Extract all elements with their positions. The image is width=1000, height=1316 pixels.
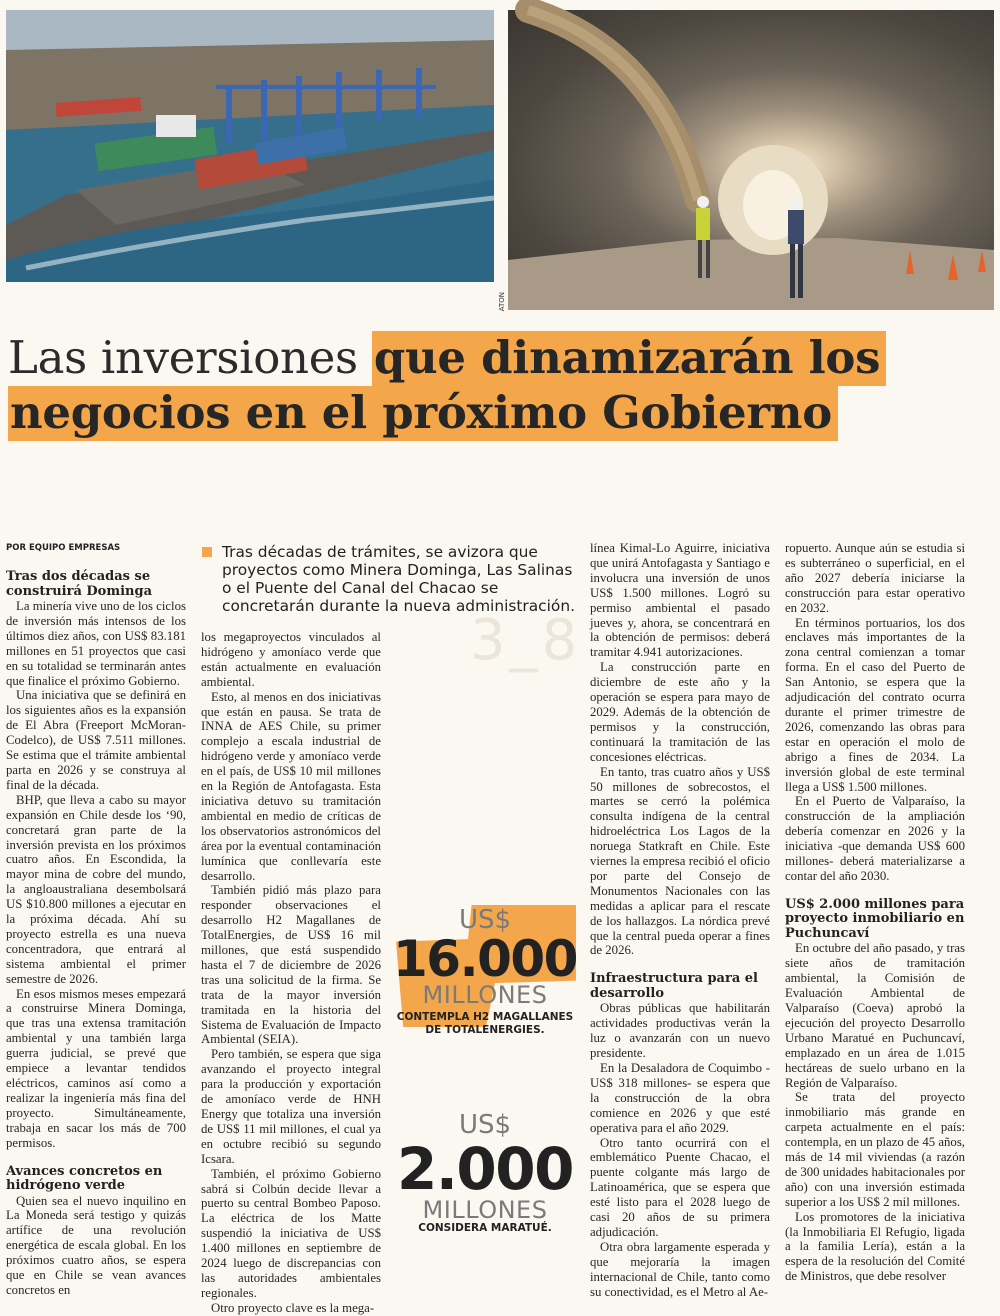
stat-number: 16.000 <box>393 930 577 988</box>
lead-paragraph <box>202 543 582 615</box>
stat-currency: US$ <box>458 1110 512 1140</box>
paragraph: Otro proyecto clave es la mega- <box>211 1300 375 1315</box>
subheading-hidrogeno: Avances concretos en hidrógeno verde <box>6 1163 163 1194</box>
ghost-watermark: 3_8 <box>470 608 582 673</box>
column-2 <box>201 630 381 1315</box>
paragraph: Se trata del proyecto inmobiliario más grande en carpeta actualmente en el país: contempla, en un plazo de 45 años, más de 14 mil viviendas (a razón de 300 unidades habitacionales por año) con una inversión estimada superior a los US$ 2 mil millones. <box>785 1090 965 1209</box>
paragraph: Otro tanto ocurrirá con el emblemático Puente Chacao, el puente colgante más largo de Latinoamérica, que se espera que esté listo para el 2028 luego de casi 20 años de su primera adjudicación. <box>590 1135 770 1239</box>
stat-box-2000 <box>392 1110 578 1235</box>
stat-caption: CONSIDERA MARATUÉ. <box>418 1222 552 1234</box>
stat-caption: CONTEMPLA H2 MAGALLANES DE TOTALENERGIES. <box>396 1011 574 1036</box>
paragraph: En la Desaladora de Coquimbo -US$ 318 millones- se espera que la construcción de la obra comience en 2026 y que esté operativa para el año 2029. <box>590 1061 770 1135</box>
paragraph: También, el próximo Gobierno sabrá si Colbún decide llevar a puerto su central Bombeo Paposo. La eléctrica de los Matte suspendió la iniciativa de US$ 1.400 millones en septiembre de 2024 luego de discrepancias con las autoridades ambientales regionales. <box>201 1166 381 1300</box>
paragraph: En esos mismos meses empezará a construirse Minera Dominga, que tras una extensa tramitación ambiental y una también larga guerra judicial, se prevé que empiece a levantar tendidos eléctricos, caminos así como a realizar la ingeniería más fina del proyecto. Simultáneamente, trabaja en sacar los más de 700 permisos. <box>6 986 186 1150</box>
paragraph: La construcción parte en diciembre de este año y la operación se espera para mayo de 2029. Además de la obtención de permisos y la construcción, continuará la tramitación de las concesiones eléctricas. <box>590 660 770 764</box>
paragraph: En tanto, tras cuatro años y US$ 50 millones de sobrecostos, el martes se cerró la polémica consulta indígena de la central hidroeléctrica Los Lagos de la noruega Statkraft en Chile. Este viernes la empresa recibió el oficio por parte del Consejo de Monumentos Nacionales con las medidas a aplicar para el rescate de los hallazgos. La nórdica prevé que la central pueda operar a fines de 2026. <box>590 764 770 958</box>
paragraph: Pero también, se espera que siga avanzando el proyecto integral para la producción y exportación de amoníaco verde de HNH Energy que totaliza una inversión de US$ 11 mil millones, el cual ya en octubre recibió su segundo Icsara. <box>201 1047 381 1166</box>
headline-highlight-2: negocios en el próximo Gobierno <box>8 386 838 441</box>
stat-unit: MILLONES <box>422 981 548 1009</box>
tunnel-illustration <box>508 10 994 310</box>
stat-currency: US$ <box>458 905 512 935</box>
subheading-dominga: Tras dos décadas se construirá Dominga <box>6 569 153 599</box>
bullet-square-icon <box>202 547 212 557</box>
headline-highlight-1: que dinamizarán los <box>372 331 886 386</box>
paragraph: BHP, que lleva a cabo su mayor expansión en Chile desde los ‘90, concretará gran parte de la inversión prevista en los próximos cuatro años. En Escondida, la mayor mina de cobre del mundo, la angloaustraliana desembolsará US $10.800 millones a ejecutar en la próxima década. Ahí su proyecto estrella es una nueva concentradora, que entrará al sistema ambiental el primer semestre de 2026. <box>6 792 186 986</box>
paragraph: La minería vive uno de los ciclos de inversión más intensos de los últimos diez años, con US$ 83.181 millones en 51 proyectos que casi en su totalidad se terminarán antes que finalice el próximo Gobierno. <box>6 599 186 688</box>
port-illustration <box>6 10 494 282</box>
paragraph: Otra obra largamente esperada y que mejoraría la imagen internacional de Chile, tanto como su conectividad, es el Metro al Ae- <box>590 1239 770 1299</box>
paragraph: los megaproyectos vinculados al hidrógeno y amoníaco verde que están actualmente en evaluación ambiental. <box>201 630 381 689</box>
stat-box-16000 <box>392 905 578 1037</box>
tunnel-photo <box>508 10 994 310</box>
paragraph: ropuerto. Aunque aún se estudia si es subterráneo o superficial, en el año 2027 debería iniciarse la construcción para estar operativo en 2032. <box>785 541 965 615</box>
byline: POR EQUIPO EMPRESAS <box>6 543 121 553</box>
subheading-infraestructura: Infraestructura para el desarrollo <box>590 971 758 1001</box>
paragraph: Una iniciativa que se definirá en los siguientes años es la expansión de El Abra (Freeport McMoran-Codelco), de US$ 7.511 millones. Se estima que el trámite ambiental parta en 2026 y se construya al final de la década. <box>6 688 186 792</box>
paragraph: Los promotores de la iniciativa (la Inmobiliaria El Refugio, ligada a la familia Lería), están a la espera de la resolución del Comité de Ministros, que debe resolver <box>785 1209 965 1284</box>
headline <box>8 330 998 440</box>
subheading-puchuncavi: US$ 2.000 millones para proyecto inmobiliario en Puchuncaví <box>785 896 965 941</box>
stat-number: 2.000 <box>397 1135 573 1203</box>
column-4 <box>785 541 965 1284</box>
paragraph: En términos portuarios, los dos enclaves más importantes de la zona central comienzan a tomar forma. En el caso del Puerto de San Antonio, se espera que la adjudicación del contrato ocurra durante el primer trimestre de 2026, comenzando las obras para estar en operación el molo de abrigo a fines de 2034. La inversión global de este terminal llega a US$ 1.500 millones. <box>785 615 965 794</box>
paragraph: Esto, al menos en dos iniciativas que están en pausa. Se trata de INNA de AES Chile, su primer complejo a escala industrial de hidrógeno verde y amoníaco verde en el país, de US$ 10 mil millones en la Región de Antofagasta. Esta iniciativa detuvo su tramitación ambiental en medio de críticas de los observatorios astronómicos del área por la eventual contaminación lumínica que conllevaría este desarrollo. <box>201 689 381 883</box>
column-3 <box>590 541 770 1299</box>
port-photo <box>6 10 494 282</box>
column-1 <box>6 569 186 1297</box>
paragraph: En octubre del año pasado, y tras siete años de tramitación ambiental, la Comisión de Evaluación Ambiental de Valparaíso (Coeva) aprobó la ejecución del proyecto Desarrollo Urbano Maratué en Puchuncaví, emplazado en un área de 1.015 hectáreas de suelo urbano en la Región de Valparaíso. <box>785 941 965 1090</box>
paragraph: Quien sea el nuevo inquilino en La Moneda será testigo y quizás artífice de una revolución energética de escala global. En los próximos cuatro años, se espera que en Chile se vean avances concretos en <box>6 1193 186 1297</box>
paragraph: Obras públicas que habilitarán actividades productivas verán la luz o avanzarán con un nuevo presidente. <box>590 1001 770 1061</box>
headline-light: Las inversiones <box>8 331 372 384</box>
paragraph: línea Kimal-Lo Aguirre, iniciativa que unirá Antofagasta y Santiago e involucra una inversión de unos US$ 1.500 millones. Logró su permiso ambiental el pasado jueves y, ahora, se concentrará en la obtención de permisos: deberá tramitar 4.941 autorizaciones. <box>590 541 770 660</box>
photo-credit: ATON <box>498 292 506 312</box>
stat-unit: MILLONES <box>422 1196 548 1224</box>
paragraph: También pidió más plazo para responder observaciones el desarrollo H2 Magallanes de TotalEnergies, de US$ 16 mil millones, que está suspendido hasta el 7 de diciembre de 2026 tras una solicitud de la firma. Se trata de la mayor inversión tramitada en la historia del Sistema de Evaluación de Impacto Ambiental (SEIA). <box>201 883 381 1047</box>
paragraph: En el Puerto de Valparaíso, la construcción de la ampliación debería comenzar en 2026 y la iniciativa -que demanda US$ 600 millones- deberá materializarse a contar del año 2030. <box>785 794 965 883</box>
lead-text: Tras décadas de trámites, se avizora que proyectos como Minera Dominga, Las Salinas o el Puente del Canal del Chacao se concretarán durante la nueva administración. <box>222 543 575 615</box>
